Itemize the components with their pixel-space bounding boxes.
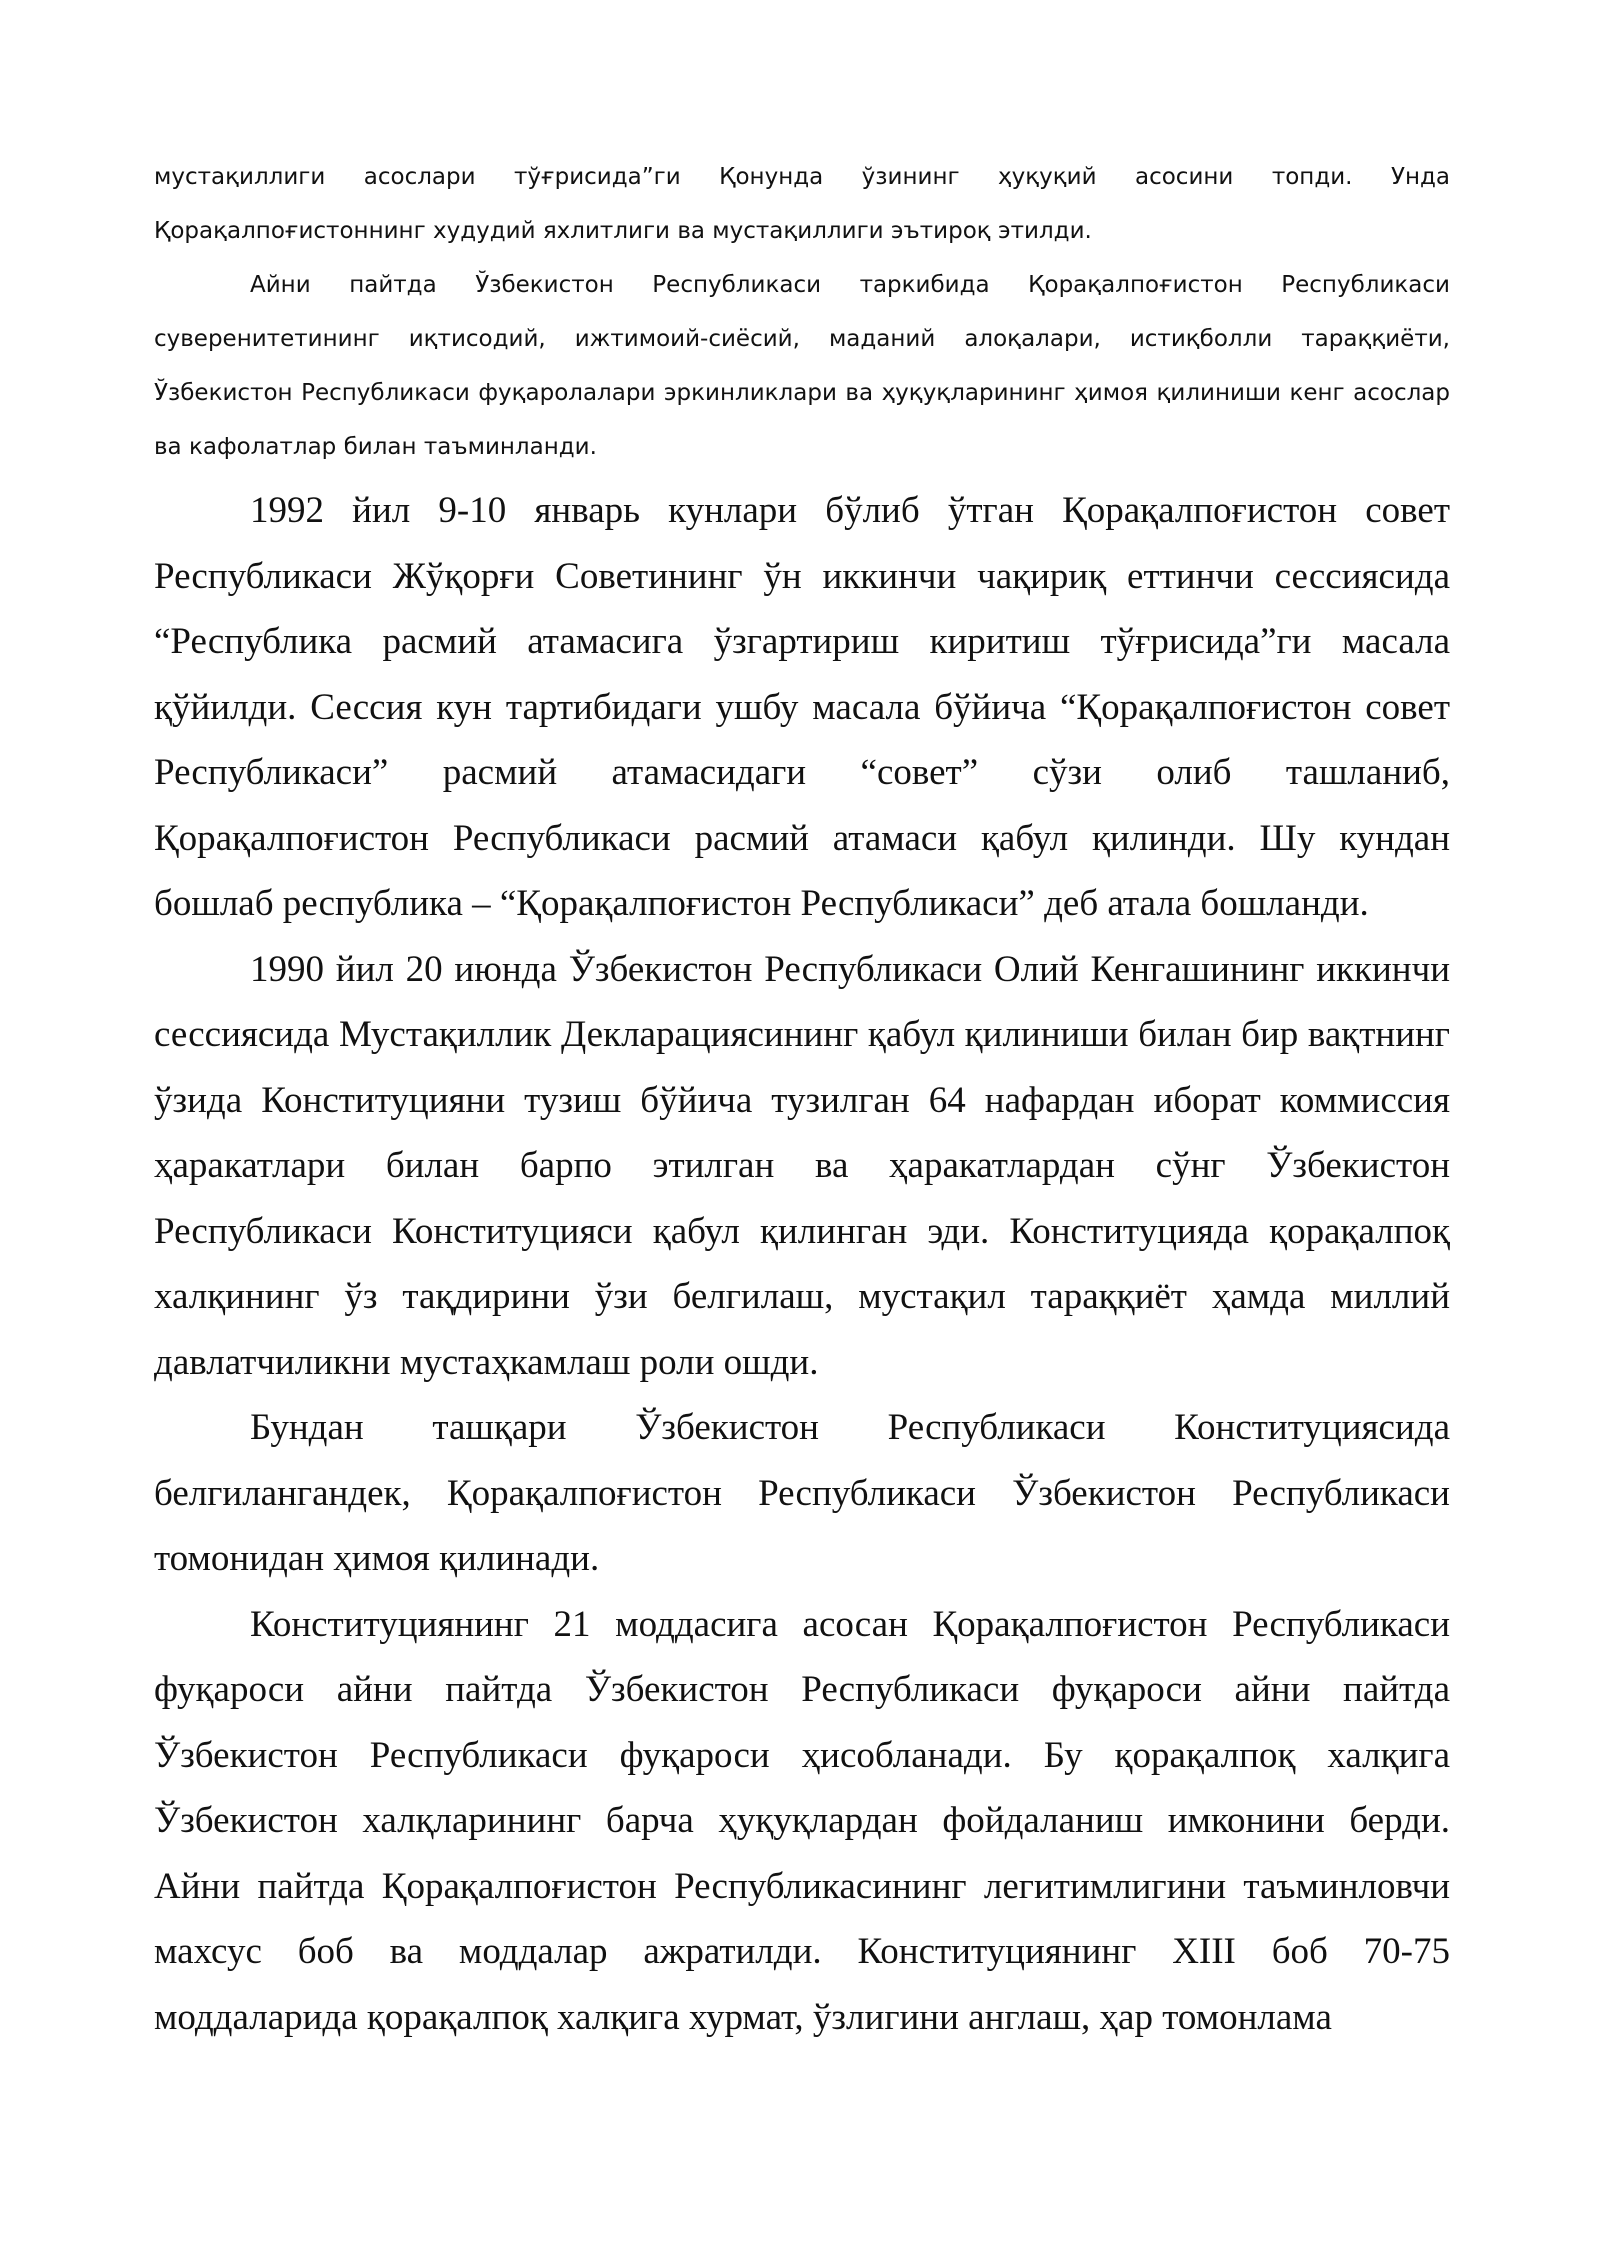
- paragraph-1990-declaration: 1990 йил 20 июнда Ўзбекистон Республикаси Олий Кенгашининг иккинчи сессиясида Мустақиллик Декларациясининг қабул қилиниши билан бир вақтнинг ўзида Конституцияни тузиш бўйича тузилган 64 нафардан иборат коммиссия ҳаракатлари билан барпо этилган ва ҳаракатлардан сўнг Ўзбекистон Республикаси Конституцияси қабул қилинган эди. Конституцияда қорақалпоқ халқининг ўз тақдирини ўзи белгилаш, мустақил тараққиёт ҳамда миллий давлатчиликни мустаҳкамлаш роли ошди.: [154, 948, 1450, 1383]
- main-text-block: [154, 478, 1450, 2050]
- paragraph-article-21: Конституциянинг 21 моддасига асосан Қорақалпоғистон Республикаси фуқароси айни пайтда Ўзбекистон Республикаси фуқароси айни пайтда Ўзбекистон Республикаси фуқароси ҳисобланади. Бу қорақалпоқ халқига Ўзбекистон халқларининг барча ҳуқуқлардан фойдаланиш имконини берди. Айни пайтда Қорақалпоғистон Республикасининг легитимлигини таъминловчи махсус боб ва моддалар ажратилди. Конституциянинг XIII боб 70-75 моддаларида қорақалпоқ халқига хурмат, ўзлигини англаш, ҳар томонлама: [154, 1603, 1450, 2038]
- paragraph-sovereignty: Айни пайтда Ўзбекистон Республикаси таркибида Қорақалпоғистон Республикаси суверенитетининг иқтисодий, ижтимоий-сиёсий, маданий алоқалари, истиқболли тараққиёти, Ўзбекистон Республикаси фуқаролалари эркинликлари ва ҳуқуқларининг ҳимоя қилиниши кенг асослар ва кафолатлар билан таъминланди.: [154, 272, 1450, 460]
- document-body: [154, 150, 1450, 2050]
- paragraph-continuation: мустақиллиги асослари тўғрисида”ги Қонунда ўзининг ҳуқуқий асосини топди. Унда Қорақалпоғистоннинг худудий яхлитлиги ва мустақиллиги эътироқ этилди.: [154, 164, 1450, 244]
- paragraph-1992-session: 1992 йил 9-10 январь кунлари бўлиб ўтган Қорақалпоғистон совет Республикаси Жўқорғи Советининг ўн иккинчи чақириқ еттинчи сессиясида “Республика расмий атамасига ўзгартириш киритиш тўғрисида”ги масала қўйилди. Сессия кун тартибидаги ушбу масала бўйича “Қорақалпоғистон совет Республикаси” расмий атамасидаги “совет” сўзи олиб ташланиб, Қорақалпоғистон Республикаси расмий атамаси қабул қилинди. Шу кундан бошлаб республика – “Қорақалпоғистон Республикаси” деб атала бошланди.: [154, 490, 1450, 924]
- paragraph-protection: Бундан ташқари Ўзбекистон Республикаси Конституциясида белгилангандек, Қорақалпоғистон Республикаси Ўзбекистон Республикаси томонидан ҳимоя қилинади.: [154, 1407, 1450, 1579]
